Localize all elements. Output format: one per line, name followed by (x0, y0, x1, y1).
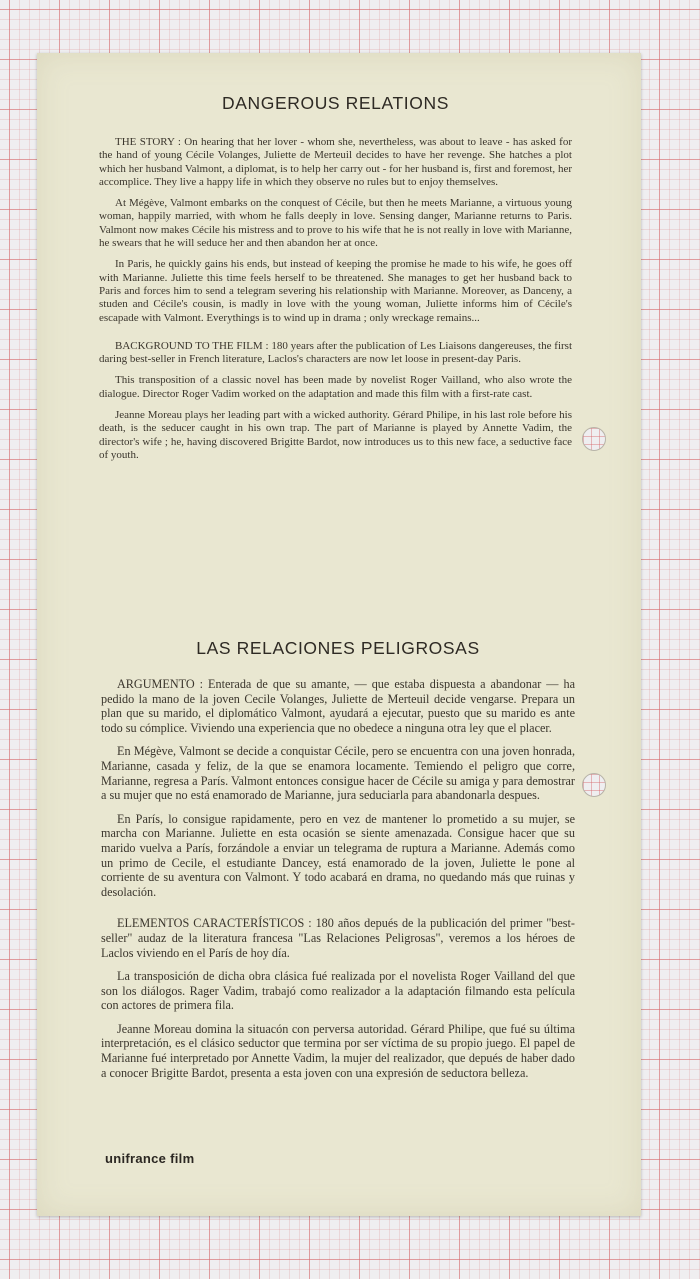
elementos-paragraph: La transposición de dicha obra clásica fué realizada por el novelista Roger Vailland del que son los diálogos. Rager Vadim, trabajó como realizador a la adaptación filmando esta película con actores de primera fila. (101, 969, 575, 1013)
background-paragraph: BACKGROUND TO THE FILM : 180 years after the publication of Les Liaisons dangereuses, the first daring best-seller in French literature, Laclos's characters are now let loose in present-day Paris. (99, 339, 572, 366)
argumento-paragraph: En Mégève, Valmont se decide a conquistar Cécile, pero se encuentra con una joven honrada, Marianne, casada y feliz, de la que se enamora locamente. Temiendo el peligro que corre, Marianne, regresa a París. Valmont entonces consigue hacer de Cécile su amiga y para demostrar a su mujer que no está enamorado de Marianne, jura seduciarla para abandonarla despues. (101, 744, 575, 803)
punch-hole (582, 773, 606, 797)
spanish-title: LAS RELACIONES PELIGROSAS (196, 638, 480, 658)
english-section (99, 93, 572, 470)
elementos-paragraph: ELEMENTOS CARACTERÍSTICOS : 180 años depués de la publicación del primer "best-seller" audaz de la literatura francesa "Las Relaciones Peligrosas", veremos a los héroes de Laclos viviendo en el París de hoy día. (101, 916, 575, 960)
leaflet-page (37, 53, 641, 1216)
story-paragraph: At Mégève, Valmont embarks on the conquest of Cécile, but then he meets Marianne, a virtuous young woman, happily married, with whom he falls deeply in love. Sensing danger, Marianne returns to Paris. Valmont now makes Cécile his mistress and to prove to his wife that he is not really in love with Marianne, he swears that he will seduce her and then abandon her at once. (99, 197, 572, 250)
story-paragraph: In Paris, he quickly gains his ends, but instead of keeping the promise he made to his wife, he goes off with Marianne. Juliette this time feels herself to be threatened. She manages to get her husband back to Paris and forces him to send a telegram severing his relationship with Marianne. Moreover, as Danceny, a studen and Cécile's cousin, is madly in love with the young woman, Juliette informs him of Cécile's escapade with Valmont. Everythings is to wind up in drama ; only wreckage remains... (99, 258, 572, 324)
argumento-paragraph: ARGUMENTO : Enterada de que su amante, — que estaba dispuesta a abandonar — ha pedido la mano de la joven Cecile Volanges, Juliette de Merteuil decide vengarse. Prepara un plan que su marido, el diplomático Valmont, ayudará a ejecutar, puesto que su marido es ante todo su cómplice. Viviendo una experiencia que no obedece a ninguna otra ley que el placer. (101, 677, 575, 735)
unifrance-film-logo: unifrance film (105, 1151, 195, 1166)
argumento-paragraph: En París, lo consigue rapidamente, pero en vez de mantener lo prometido a su mujer, se marcha con Marianne. Juliette en esta ocasión se siente amenazada. Consigue hacer que su marido vuelva a París, forzándole a enviar un telegrama de ruptura a Marianne. Además como un primo de Cecile, el estudiante Dancey, está enamorado de la joven, Juliette le pone al corriente de su aventura con Valmont. Y todo acabará en drama, no quedando más que ruinas y desolación. (101, 811, 575, 899)
punch-hole (582, 427, 606, 451)
spanish-section (101, 638, 575, 1089)
story-paragraph: THE STORY : On hearing that her lover - whom she, nevertheless, was about to leave - has asked for the hand of young Cécile Volanges, Juliette de Merteuil decides to have her revenge. She hatches a plot which her husband Valmont, a diplomat, is to help her carry out - for her husband is, first and foremost, her accomplice. They live a happy life in which they observe no rules but to enjoy themselves. (99, 136, 572, 188)
background-paragraph: Jeanne Moreau plays her leading part with a wicked authority. Gérard Philipe, in his last role before his death, is the seducer caught in his own trap. The part of Marianne is played by Annette Vadim, the director's wife ; he, having discovered Brigitte Bardot, now introduces us to this new face, a seductive face of youth. (99, 409, 572, 461)
elementos-paragraph: Jeanne Moreau domina la situacón con perversa autoridad. Gérard Philipe, que fué su última interpretación, es el clásico seductor que termina por ser víctima de su propio juego. El papel de Marianne fué interpretado por Annette Vadim, la mujer del realizador, que depués de haber dado a conocer Brigitte Bardot, presenta a esta joven con una expresión de seductora belleza. (101, 1021, 575, 1080)
background-paragraph: This transposition of a classic novel has been made by novelist Roger Vailland, who also wrote the dialogue. Director Roger Vadim worked on the adaptation and made this film with a first-rate cast. (99, 374, 572, 400)
english-title: DANGEROUS RELATIONS (222, 93, 449, 113)
